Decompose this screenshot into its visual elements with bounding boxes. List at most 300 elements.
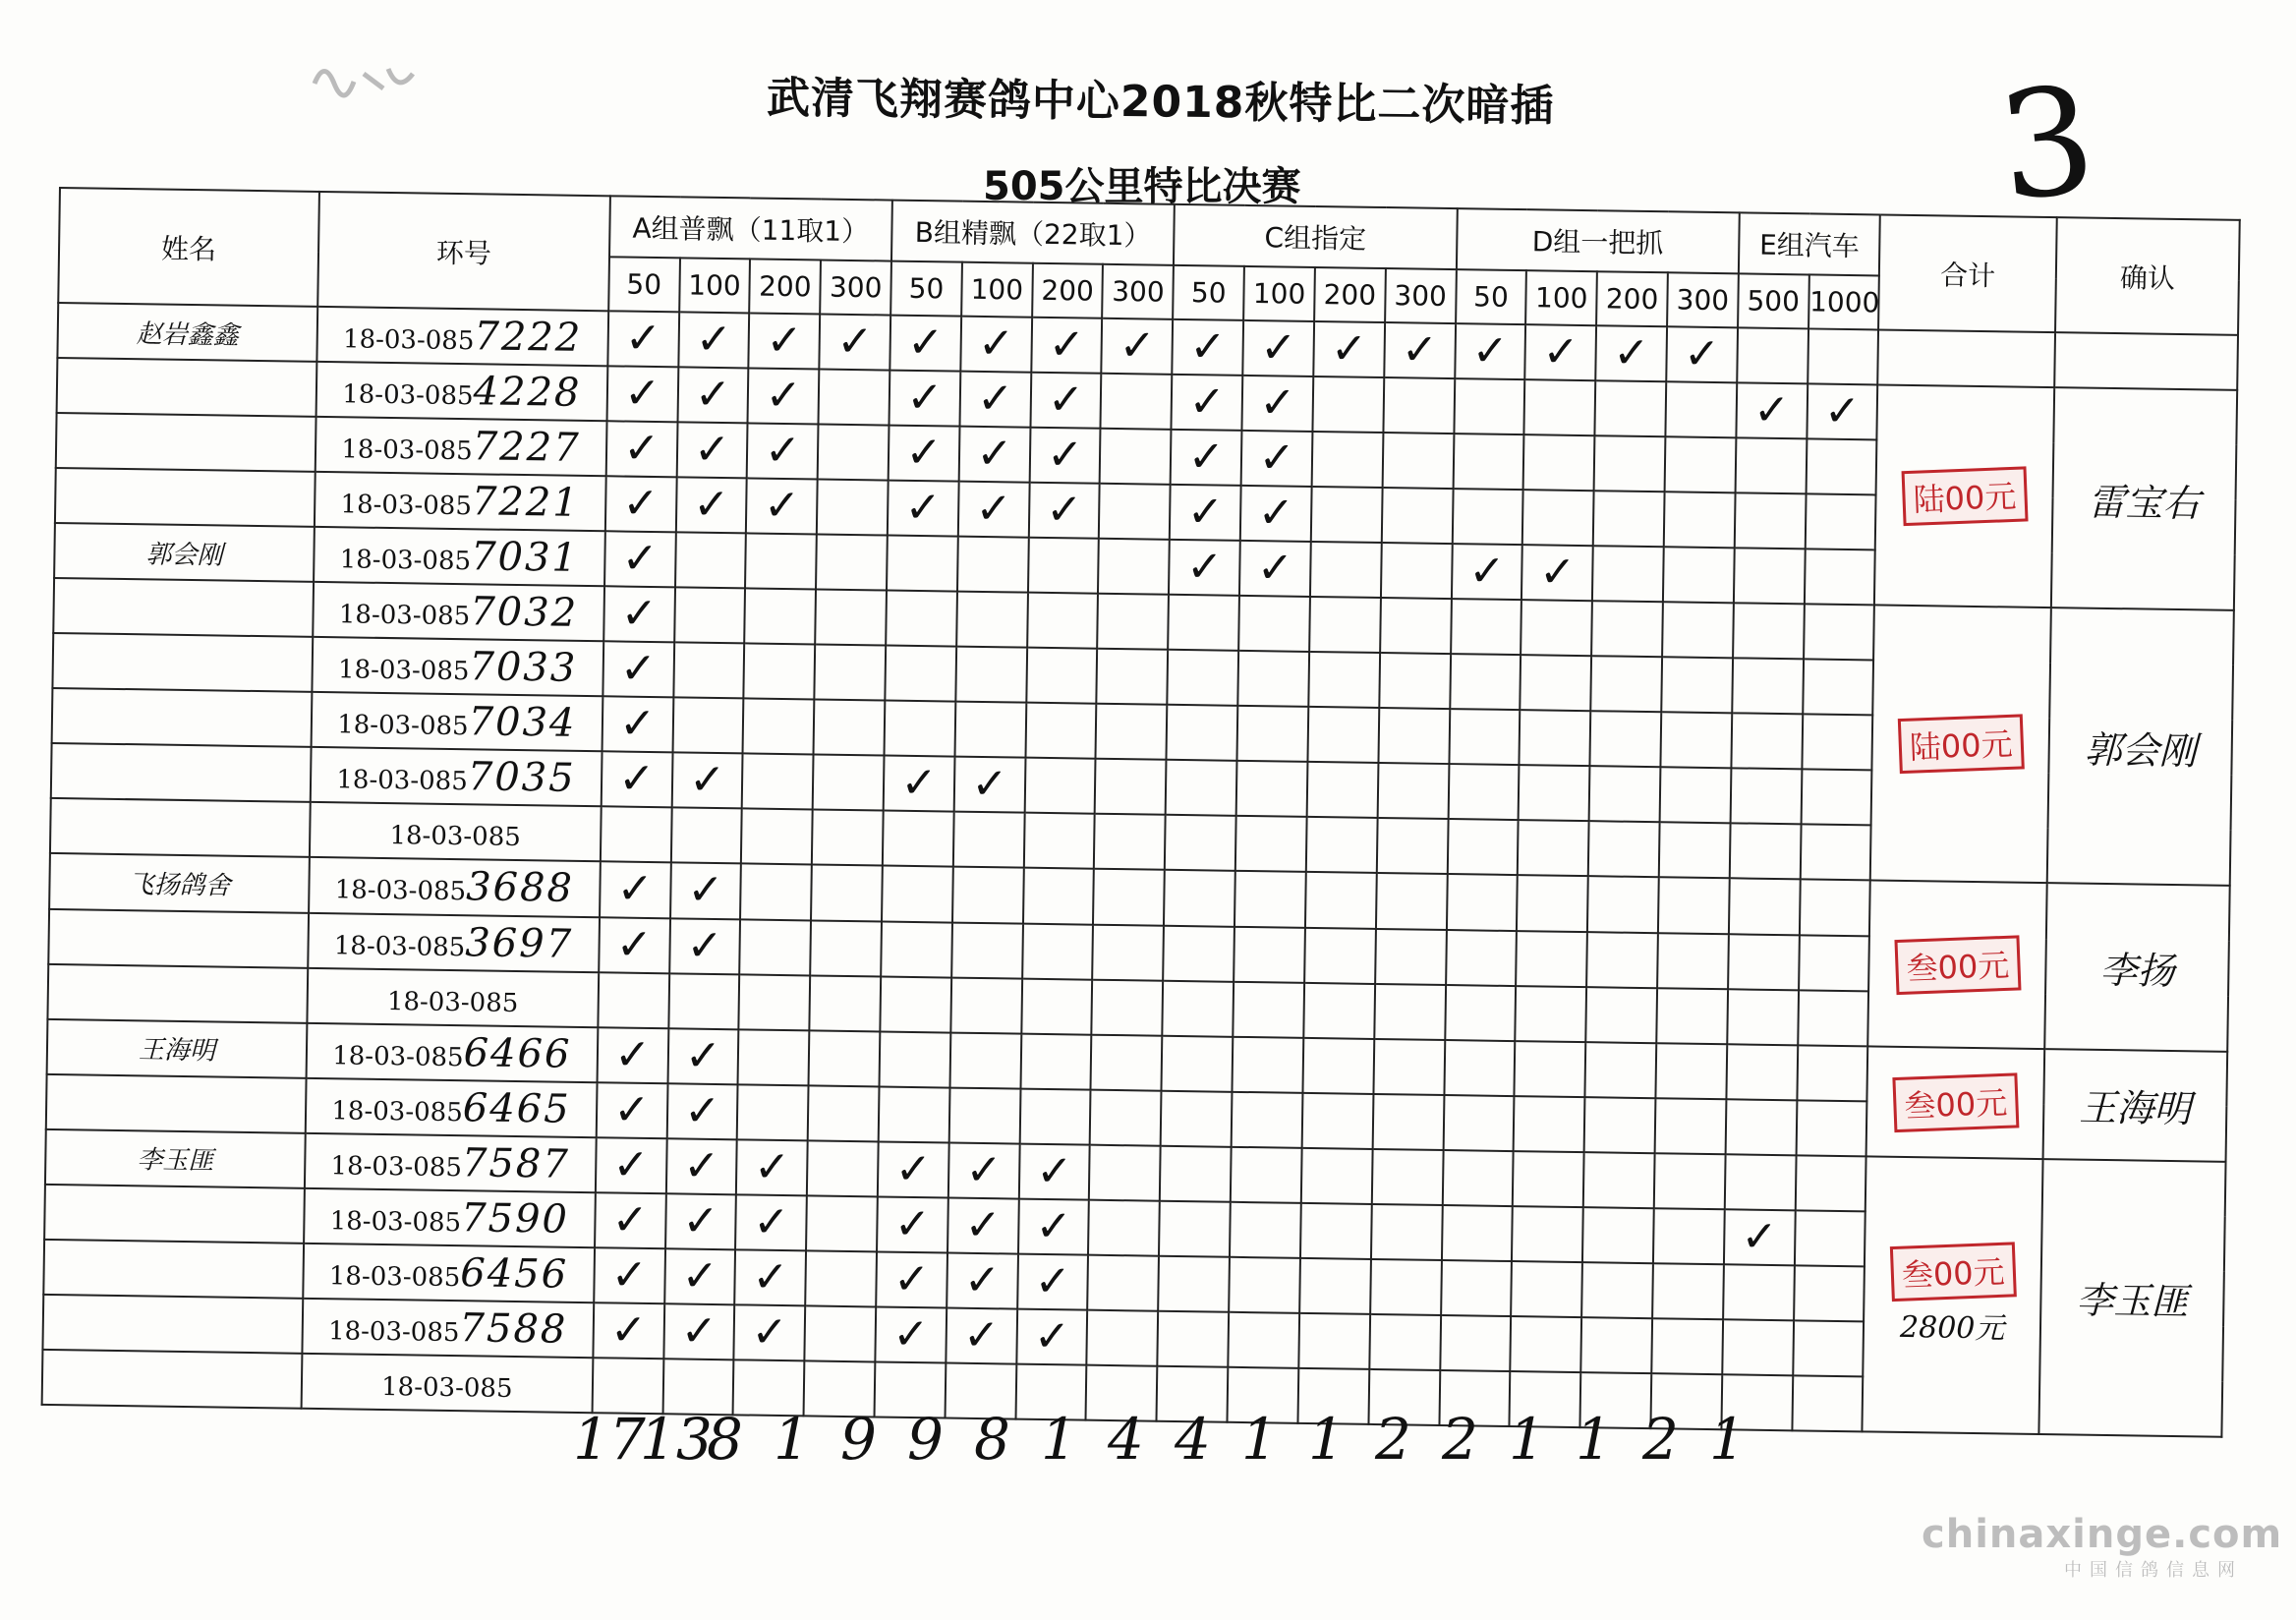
check-cell [1728, 934, 1800, 990]
check-cell [1808, 328, 1879, 384]
check-cell [1524, 379, 1596, 435]
check-mark: ✓ [900, 758, 938, 809]
check-cell [664, 1248, 736, 1304]
check-cell [1736, 382, 1808, 438]
check-mark: ✓ [1259, 377, 1296, 429]
check-cell [595, 1192, 666, 1248]
check-cell [1312, 376, 1384, 433]
ring-prefix: 18-03-085 [331, 1095, 463, 1128]
header-sub: 500 [1738, 273, 1809, 328]
check-mark: ✓ [695, 314, 733, 366]
check-cell [746, 479, 818, 535]
check-cell [1515, 1041, 1586, 1097]
check-cell [1165, 815, 1236, 871]
check-cell [1453, 434, 1524, 490]
check-mark: ✓ [1046, 430, 1084, 481]
check-cell [960, 317, 1032, 373]
check-cell [1240, 486, 1312, 542]
check-cell [1442, 1150, 1514, 1206]
check-cell [1304, 927, 1376, 983]
check-cell [1095, 759, 1167, 815]
check-cell [678, 312, 750, 368]
check-cell [1093, 869, 1165, 925]
check-cell [1795, 1155, 1866, 1211]
ring-number [310, 802, 602, 861]
check-cell [1028, 483, 1100, 539]
header-sub: 200 [750, 259, 822, 314]
check-cell [883, 811, 954, 867]
check-cell [1028, 538, 1100, 594]
check-cell [820, 315, 891, 371]
ring-prefix: 18-03-085 [339, 545, 472, 577]
check-mark: ✓ [836, 316, 874, 368]
check-mark: ✓ [1741, 1211, 1778, 1262]
check-cell [749, 313, 821, 369]
check-cell [959, 372, 1031, 428]
ring-number [316, 307, 608, 366]
check-cell [1727, 989, 1799, 1045]
ring-prefix: 18-03-085 [389, 821, 522, 853]
check-cell [889, 426, 960, 482]
check-cell [1734, 549, 1806, 605]
check-cell [1730, 824, 1802, 880]
total-cell [1866, 1046, 2044, 1159]
check-cell [1371, 1204, 1443, 1260]
check-mark: ✓ [694, 369, 732, 421]
check-mark: ✓ [971, 759, 1008, 810]
ring-prefix: 18-03-085 [334, 875, 467, 907]
check-mark: ✓ [612, 1139, 650, 1190]
check-cell [599, 917, 670, 973]
check-mark: ✓ [680, 1305, 718, 1357]
check-cell [594, 1247, 665, 1303]
check-cell [1517, 876, 1588, 932]
check-cell [808, 1085, 880, 1141]
check-cell [1173, 319, 1244, 376]
check-cell [1307, 762, 1379, 818]
check-mark: ✓ [1187, 432, 1226, 483]
check-cell [815, 645, 887, 701]
ring-suffix: 6466 [463, 1029, 572, 1077]
check-cell [603, 587, 675, 643]
check-cell [1445, 985, 1517, 1041]
check-mark: ✓ [1119, 320, 1156, 372]
check-cell [1514, 1096, 1585, 1152]
check-cell [805, 1305, 877, 1361]
check-cell [596, 1082, 667, 1138]
header-name: 姓名 [58, 188, 319, 307]
check-cell [1441, 1260, 1513, 1316]
check-mark: ✓ [893, 1198, 932, 1250]
check-cell [1373, 1039, 1445, 1095]
check-mark: ✓ [1033, 1310, 1071, 1362]
check-cell [882, 866, 953, 922]
ring-suffix: 7222 [474, 314, 583, 361]
check-mark: ✓ [766, 315, 803, 367]
check-mark: ✓ [609, 1304, 648, 1356]
header-sub: 200 [1314, 267, 1386, 322]
header-sub: 50 [1456, 269, 1527, 324]
check-cell [596, 1137, 667, 1193]
check-mark: ✓ [751, 1306, 788, 1358]
ring-number [307, 967, 599, 1026]
check-mark: ✓ [687, 865, 724, 916]
check-cell [880, 976, 951, 1032]
column-total: 1 [1308, 1406, 1345, 1473]
check-cell [1663, 547, 1735, 603]
confirm-cell [2038, 1159, 2225, 1437]
check-cell [1384, 322, 1456, 378]
check-cell [1725, 1099, 1797, 1155]
check-cell [1793, 1320, 1865, 1376]
owner-name [52, 633, 313, 692]
check-cell [666, 1083, 738, 1139]
ring-number [304, 1188, 596, 1247]
check-mark: ✓ [622, 478, 660, 530]
check-cell [1305, 872, 1377, 928]
check-cell [1525, 324, 1597, 380]
header-sub: 300 [820, 260, 891, 316]
check-cell [1656, 988, 1728, 1044]
owner-name [55, 468, 316, 527]
check-mark: ✓ [623, 368, 661, 420]
check-cell [815, 590, 887, 646]
check-cell [816, 535, 888, 591]
check-cell [1594, 435, 1666, 492]
check-mark: ✓ [763, 480, 801, 532]
check-cell [1026, 648, 1098, 704]
check-cell [1593, 491, 1665, 547]
total-stamp: 陆00元 [1901, 467, 2028, 527]
check-cell [959, 427, 1031, 483]
owner-name [47, 963, 308, 1022]
owner-name: 王海明 [47, 1019, 308, 1078]
check-cell [675, 477, 747, 533]
check-cell [1370, 1259, 1442, 1315]
check-cell [1030, 373, 1102, 429]
check-cell [1511, 1316, 1582, 1372]
check-cell [665, 1193, 737, 1249]
ring-number [303, 1244, 595, 1302]
check-cell [1031, 318, 1103, 374]
ring-prefix: 18-03-085 [336, 710, 469, 742]
check-cell [1093, 924, 1165, 980]
check-cell [601, 807, 672, 863]
ring-prefix: 18-03-085 [338, 600, 471, 632]
check-cell [1166, 760, 1237, 816]
ring-suffix: 7033 [469, 644, 578, 692]
check-cell [1660, 768, 1732, 824]
check-cell [1087, 1309, 1159, 1365]
check-cell [1228, 1312, 1299, 1368]
column-total: 9 [907, 1406, 944, 1473]
page-title: 武清飞翔赛鸽中心2018秋特比二次暗插 [766, 73, 1555, 132]
check-mark: ✓ [906, 372, 944, 424]
check-cell [1589, 767, 1661, 823]
owner-name: 郭会刚 [54, 523, 315, 582]
check-mark: ✓ [1045, 485, 1083, 536]
check-cell [1733, 604, 1805, 660]
check-mark: ✓ [963, 1254, 1002, 1306]
check-cell [1446, 930, 1518, 986]
page-subtitle: 505公里特比决赛 [983, 164, 1301, 209]
ring-suffix: 3697 [464, 919, 574, 967]
check-cell [665, 1138, 737, 1194]
check-cell [1522, 490, 1594, 546]
column-total: 8 [974, 1406, 1010, 1473]
check-cell [1235, 816, 1307, 872]
ring-prefix: 18-03-085 [327, 1316, 460, 1349]
check-cell [1518, 821, 1589, 877]
check-cell [1731, 714, 1803, 770]
check-cell [1580, 1317, 1652, 1373]
column-total: 2 [1642, 1406, 1679, 1473]
column-total: 2 [1442, 1406, 1478, 1473]
check-cell [605, 476, 677, 532]
check-mark: ✓ [753, 1141, 791, 1192]
check-cell [887, 536, 958, 592]
check-cell [1451, 599, 1522, 655]
check-mark: ✓ [752, 1251, 789, 1302]
check-cell [1521, 655, 1592, 711]
check-cell [1162, 1035, 1234, 1091]
check-cell [1099, 484, 1171, 540]
check-cell [957, 537, 1029, 593]
check-cell [1299, 1258, 1371, 1314]
check-cell [1658, 878, 1730, 934]
check-cell [1238, 596, 1310, 652]
check-mark: ✓ [1401, 324, 1439, 376]
ring-suffix: 7034 [468, 699, 577, 747]
check-mark: ✓ [964, 1199, 1003, 1251]
check-cell [1455, 323, 1526, 379]
column-total: 1 [1241, 1406, 1278, 1473]
check-cell [736, 1139, 808, 1195]
check-cell [1447, 874, 1519, 930]
check-cell [1380, 598, 1452, 654]
check-cell [1100, 429, 1172, 485]
check-cell [876, 1251, 947, 1307]
ring-prefix: 18-03-085 [330, 1150, 463, 1183]
check-cell [1171, 430, 1242, 486]
check-cell [1379, 653, 1451, 709]
check-cell [671, 753, 743, 809]
confirm-signature: 雷宝右 [2088, 480, 2201, 525]
header-group-3: D组一把抓 [1456, 208, 1739, 273]
check-cell [1519, 765, 1590, 821]
check-mark: ✓ [621, 533, 659, 585]
check-cell [663, 1303, 735, 1360]
owner-name [48, 908, 309, 967]
check-cell [1018, 1198, 1090, 1254]
check-cell [1098, 539, 1170, 595]
check-cell [1025, 703, 1097, 759]
ring-prefix: 18-03-085 [340, 490, 473, 522]
check-cell [1665, 381, 1737, 437]
check-mark: ✓ [905, 427, 943, 479]
owner-name [56, 413, 316, 472]
check-cell [885, 701, 956, 757]
confirm-cell [2047, 608, 2234, 886]
check-mark: ✓ [1257, 488, 1295, 539]
check-cell [1452, 489, 1523, 545]
header-total: 合计 [1879, 214, 2057, 332]
check-cell [1659, 823, 1731, 879]
check-mark: ✓ [906, 317, 945, 369]
check-cell [1448, 764, 1520, 820]
check-mark: ✓ [617, 753, 656, 805]
check-cell [1653, 1208, 1725, 1264]
check-cell [1237, 651, 1309, 707]
ring-prefix: 18-03-085 [386, 986, 519, 1018]
check-cell [1230, 1202, 1301, 1258]
check-cell [1169, 540, 1240, 596]
check-cell [1168, 595, 1239, 651]
check-cell [667, 1028, 739, 1084]
check-mark: ✓ [1189, 321, 1227, 373]
results-table-wrap [41, 187, 2241, 1438]
total-note: 2800元 [1899, 1309, 2005, 1347]
check-mark: ✓ [764, 425, 802, 477]
check-mark: ✓ [610, 1249, 649, 1301]
check-cell [812, 810, 884, 866]
check-cell [950, 977, 1022, 1033]
column-total: 1 [1709, 1406, 1746, 1473]
watermark-tagline: 中国信鸽信息网 [2064, 1560, 2243, 1581]
check-mark: ✓ [686, 920, 723, 971]
check-cell [880, 1031, 951, 1087]
check-cell [1520, 710, 1591, 766]
check-mark: ✓ [1683, 328, 1721, 380]
check-cell [810, 920, 882, 976]
check-cell [1019, 1143, 1091, 1199]
check-cell [674, 588, 746, 644]
check-cell [806, 1195, 878, 1251]
check-cell [1309, 597, 1381, 653]
check-cell [1454, 378, 1525, 434]
column-total: 1 [1041, 1406, 1077, 1473]
check-cell [1302, 1037, 1374, 1093]
check-cell [877, 1196, 948, 1252]
check-cell [949, 1087, 1021, 1143]
check-cell [1521, 600, 1592, 656]
check-cell [1016, 1308, 1088, 1364]
ring-number [302, 1299, 594, 1358]
ring-suffix: 7031 [470, 534, 580, 582]
check-cell [1024, 758, 1096, 814]
check-mark: ✓ [1752, 384, 1791, 436]
ring-suffix: 7588 [459, 1305, 568, 1353]
check-cell [1795, 1210, 1866, 1266]
check-cell [1163, 980, 1234, 1036]
check-cell [1020, 1033, 1092, 1089]
check-cell [1513, 1151, 1584, 1207]
ring-number [312, 692, 603, 751]
check-cell [743, 699, 815, 755]
check-mark: ✓ [1256, 543, 1294, 594]
check-cell [1805, 494, 1876, 550]
column-total: 13 [640, 1406, 713, 1473]
ring-prefix: 18-03-085 [341, 434, 473, 467]
header-sub: 200 [1032, 263, 1104, 318]
check-cell [1021, 978, 1093, 1034]
check-cell [1303, 982, 1375, 1038]
check-cell [881, 921, 952, 977]
check-cell [1242, 320, 1314, 376]
ring-number [316, 362, 608, 421]
check-cell [1666, 326, 1738, 382]
ring-suffix: 4228 [473, 369, 582, 416]
header-group-1: B组精飘（22取1） [891, 201, 1175, 265]
owner-name [42, 1350, 303, 1409]
check-cell [949, 1032, 1021, 1088]
check-cell [875, 1306, 947, 1362]
column-totals-row [565, 1406, 1872, 1494]
corner-scribble [310, 54, 418, 103]
check-cell [1158, 1311, 1230, 1367]
check-cell [601, 752, 672, 808]
header-group-2: C组指定 [1174, 204, 1457, 269]
check-cell [884, 756, 955, 812]
check-mark: ✓ [1185, 542, 1224, 593]
check-mark: ✓ [681, 1250, 718, 1302]
check-mark: ✓ [619, 643, 658, 695]
check-cell [1231, 1147, 1302, 1203]
check-cell [738, 1029, 810, 1085]
check-cell [1234, 926, 1305, 982]
owner-name [44, 1185, 305, 1244]
check-cell [1163, 925, 1234, 981]
check-cell [1300, 1203, 1372, 1259]
column-total: 1 [1576, 1406, 1612, 1473]
check-cell [1096, 704, 1168, 760]
ring-prefix: 18-03-085 [341, 379, 474, 412]
check-cell [745, 589, 817, 645]
check-cell [1091, 1034, 1163, 1090]
check-mark: ✓ [618, 698, 657, 750]
check-cell [1239, 541, 1311, 597]
check-cell [604, 531, 676, 587]
owner-name [50, 798, 311, 857]
check-mark: ✓ [1612, 327, 1650, 379]
check-cell [1796, 1100, 1867, 1156]
total-stamp: 叁00元 [1890, 1242, 2017, 1302]
check-cell [879, 1086, 950, 1142]
check-cell [1233, 981, 1304, 1037]
check-cell [1595, 325, 1667, 381]
check-cell [1229, 1257, 1300, 1313]
check-cell [1376, 873, 1448, 929]
check-cell [1372, 1094, 1444, 1150]
column-total: 1 [774, 1406, 810, 1473]
confirm-signature: 王海明 [2078, 1085, 2192, 1131]
check-mark: ✓ [892, 1253, 931, 1305]
check-cell [1447, 819, 1519, 875]
check-cell [747, 424, 819, 480]
check-cell [1806, 438, 1877, 494]
check-cell [1657, 933, 1729, 989]
check-cell [1651, 1318, 1723, 1374]
confirm-cell [2054, 332, 2238, 390]
check-mark: ✓ [616, 863, 654, 915]
check-cell [1660, 713, 1732, 769]
check-cell [1019, 1088, 1091, 1144]
check-cell [956, 592, 1028, 648]
ring-number [302, 1354, 594, 1413]
check-cell [1804, 605, 1875, 661]
header-sub: 300 [1385, 268, 1457, 323]
check-mark: ✓ [1186, 487, 1225, 538]
